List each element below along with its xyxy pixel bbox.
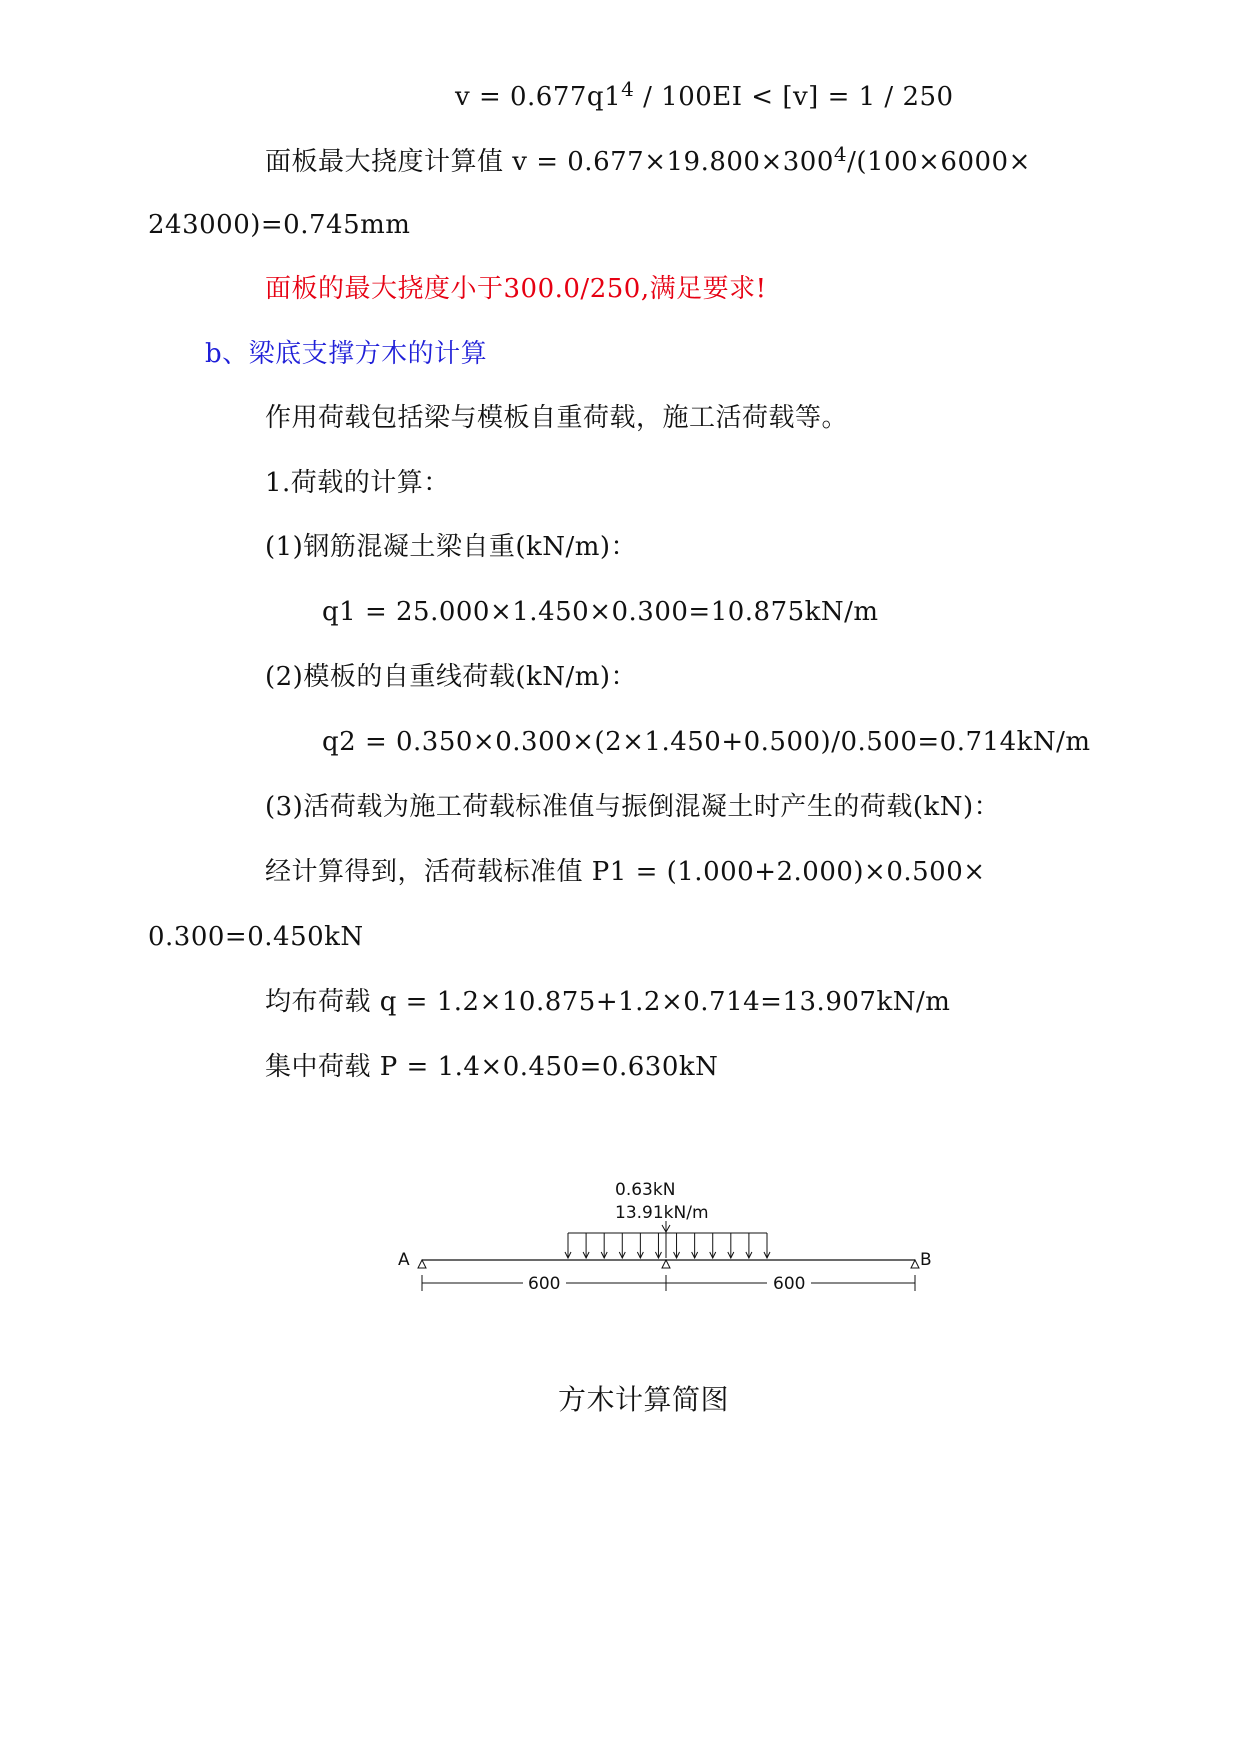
support-mid-icon	[662, 1260, 670, 1268]
support-a-label: A	[398, 1250, 410, 1270]
item1-formula: q1 = 25.000×1.450×0.300=10.875kN/m	[322, 597, 879, 627]
diagram-caption: 方木计算简图	[558, 1383, 730, 1416]
deflection-calculation-continued: 243000)=0.745mm	[148, 210, 411, 240]
item3-formula: 经计算得到，活荷载标准值 P1 = (1.000+2.000)×0.500×	[265, 857, 986, 887]
point-load-label: 0.63kN	[615, 1180, 676, 1200]
support-b-icon	[911, 1260, 919, 1268]
item2-formula: q2 = 0.350×0.300×(2×1.450+0.500)/0.500=0.714kN/m	[322, 727, 1091, 757]
support-a-icon	[418, 1260, 426, 1268]
item3-formula-continued: 0.300=0.450kN	[148, 922, 364, 952]
distributed-load-label: 13.91kN/m	[615, 1203, 709, 1223]
conclusion-text: 面板的最大挠度小于300.0/250,满足要求!	[265, 274, 767, 304]
distributed-load-arrows	[565, 1221, 770, 1258]
item2-title: (2)模板的自重线荷载(kN/m)：	[265, 662, 638, 692]
load-calc-title: 1.荷载的计算：	[265, 468, 450, 498]
support-b-label: B	[920, 1250, 932, 1270]
beam-diagram	[390, 1175, 930, 1320]
item1-title: (1)钢筋混凝土梁自重(kN/m)：	[265, 532, 638, 562]
span-left-label: 600	[528, 1274, 561, 1294]
deflection-formula: $v = 0.677q1^4 / 100EI < [v] = 1 / 250$	[455, 77, 954, 112]
section-heading: b、梁底支撑方木的计算	[205, 339, 488, 369]
item3-title: (3)活荷载为施工荷载标准值与振倒混凝土时产生的荷载(kN)：	[265, 792, 1001, 822]
intro-paragraph: 作用荷载包括梁与模板自重荷载，施工活荷载等。	[265, 403, 849, 433]
uniform-load: 均布荷载 q = 1.2×10.875+1.2×0.714=13.907kN/m	[265, 987, 951, 1017]
span-right-label: 600	[773, 1274, 806, 1294]
deflection-calculation: 面板最大挠度计算值 $v = 0.677\times 19.800\times 300^4/(100\times 6000\times$	[265, 142, 1031, 177]
point-load: 集中荷载 P = 1.4×0.450=0.630kN	[265, 1052, 719, 1082]
